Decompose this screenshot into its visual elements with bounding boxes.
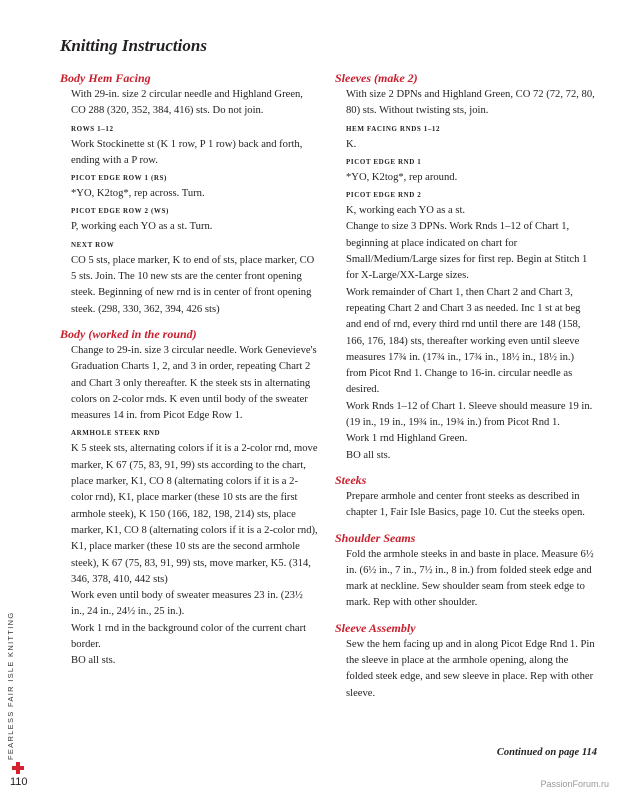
- instruction-paragraph: P, working each YO as a st. Turn.: [71, 221, 213, 233]
- instruction-paragraph: With 29-in. size 2 circular needle and Highland Green, CO 288 (320, 352, 384, 416) sts. Do not join.: [71, 89, 303, 117]
- subheading: PICOT EDGE RND 2: [346, 191, 422, 200]
- side-book-title: FEARLESS FAIR ISLE KNITTING: [6, 611, 15, 760]
- continued-note: Continued on page 114: [496, 747, 597, 758]
- subheading: ROWS 1–12: [71, 124, 114, 133]
- subheading: HEM FACING RNDS 1–12: [346, 124, 441, 133]
- instruction-paragraph: Work Stockinette st (K 1 row, P 1 row) back and forth, ending with a P row.: [71, 138, 303, 166]
- instruction-paragraph: *YO, K2tog*, rep across. Turn.: [71, 188, 205, 200]
- right-column: [335, 70, 597, 710]
- subheading: ARMHOLE STEEK RND: [71, 429, 161, 438]
- section-heading: Sleeve Assembly: [335, 620, 416, 635]
- instruction-paragraph: *YO, K2tog*, rep around.: [346, 171, 458, 183]
- section-heading: Body Hem Facing: [60, 71, 151, 85]
- instruction-paragraph: With size 2 DPNs and Highland Green, CO 72 (72, 72, 80, 80) sts. Without twisting sts, join.: [346, 89, 595, 117]
- section-shoulder-seams: [335, 530, 597, 612]
- subheading: PICOT EDGE ROW 2 (WS): [71, 207, 169, 216]
- instruction-paragraph: Work remainder of Chart 1, then Chart 2 and Chart 3, repeating Chart 2 and Chart 3 as needed. Inc 1 st at beg and end of rnd, every third rnd until there are 148 (158, 166, 176, 184) sts, thereafter working even until sleeve measures 17¾ in. (17¾ in., 17¾ in., 18½ in., 18½ in.) from Picot Rnd 1. Change to 16-in. circular needle as desired.: [346, 286, 581, 396]
- instruction-paragraph: Prepare armhole and center front steeks as described in chapter 1, Fair Isle Basics, page 10. Cut the steeks open.: [346, 490, 585, 519]
- instruction-paragraph: K, working each YO as a st.: [346, 205, 466, 217]
- section-heading: Body (worked in the round): [60, 326, 197, 341]
- page-title: Knitting Instructions: [60, 36, 207, 55]
- instruction-paragraph: K.: [346, 138, 357, 150]
- section-sleeves-make-2: [335, 70, 597, 464]
- instruction-paragraph: Work Rnds 1–12 of Chart 1. Sleeve should measure 19 in. (19 in., 19 in., 19¾ in., 19¾ in.) from Picot Rnd 1.: [346, 400, 593, 429]
- instruction-paragraph: Work even until body of sweater measures 23 in. (23½ in., 24 in., 24½ in., 25 in.).: [71, 590, 303, 618]
- instruction-paragraph: CO 5 sts, place marker, K to end of sts, place marker, CO 5 sts. Join. The 10 new sts are the center front opening steek. Beginning of new rnd is in center of front opening steek. (298, 330, 362, 394, 426 sts): [71, 254, 315, 315]
- instruction-paragraph: Change to 29-in. size 3 circular needle. Work Genevieve's Graduation Charts 1, 2, and 3 in order, repeating Chart 2 and Chart 3 only thereafter. K the steek sts in alternating colors on 2-color rnds. K even until body of the sweater measures 14 in. from Picot Edge Row 1.: [71, 344, 317, 422]
- section-body: [60, 87, 318, 318]
- section-heading: Steeks: [335, 472, 367, 487]
- red-cross-icon: [12, 762, 24, 774]
- section-heading: Shoulder Seams: [335, 530, 416, 545]
- section-body: [335, 87, 597, 464]
- section-body: [335, 547, 597, 612]
- section-body-worked-in-the-round: [60, 326, 318, 670]
- section-heading: Sleeves (make 2): [335, 71, 418, 85]
- instruction-paragraph: K 5 steek sts, alternating colors if it is a 2-color rnd, move marker, K 67 (75, 83, 91, 99) sts according to the chart, place marker, K1, CO 8 (alternating colors if it is a 2-color rnd), K1, place marker (these 10 sts are the first armhole steek), K 150 (166, 182, 198, 214) sts, place marker, K1, CO 8 (alternating colors if it is a 2-color rnd), K1, place marker (these 10 sts are the second armhole steek), K 67 (75, 83, 91, 99) sts, move marker, K5. (314, 346, 378, 410, 442 sts): [71, 443, 318, 585]
- instruction-paragraph: Fold the armhole steeks in and baste in place. Measure 6½ in. (6½ in., 7 in., 7½ in., 8 in.) from folded steek edge and mark at neckline. Sew shoulder seam from steek edge to mark. Rep with other shoulder.: [346, 548, 594, 609]
- instruction-paragraph: BO all sts.: [71, 655, 116, 667]
- instruction-paragraph: Work 1 rnd in the background color of the current chart border.: [71, 622, 307, 651]
- section-sleeve-assembly: [335, 620, 597, 702]
- section-body: [60, 343, 318, 670]
- instruction-paragraph: Work 1 rnd Highland Green.: [346, 433, 468, 445]
- page-number: 110: [10, 776, 28, 788]
- subheading: PICOT EDGE ROW 1 (RS): [71, 174, 167, 183]
- section-body-hem-facing: [60, 70, 318, 318]
- section-body: [335, 637, 597, 702]
- subheading: NEXT ROW: [71, 240, 115, 249]
- instruction-paragraph: BO all sts.: [346, 449, 391, 461]
- section-steeks: [335, 472, 597, 522]
- instruction-paragraph: Sew the hem facing up and in along Picot Edge Rnd 1. Pin the sleeve in place at the armhole opening, along the folded steek edge, and sew sleeve in place. Rep with other sleeve.: [346, 638, 595, 699]
- instruction-paragraph: Change to size 3 DPNs. Work Rnds 1–12 of Chart 1, beginning at place indicated on chart for Small/Medium/Large sizes for first rep. Begin at Stitch 1 for X-Large/XX-Large sizes.: [346, 221, 588, 282]
- section-body: [335, 489, 597, 522]
- subheading: PICOT EDGE RND 1: [346, 157, 422, 166]
- watermark: PassionForum.ru: [540, 779, 609, 789]
- left-column: [60, 70, 318, 678]
